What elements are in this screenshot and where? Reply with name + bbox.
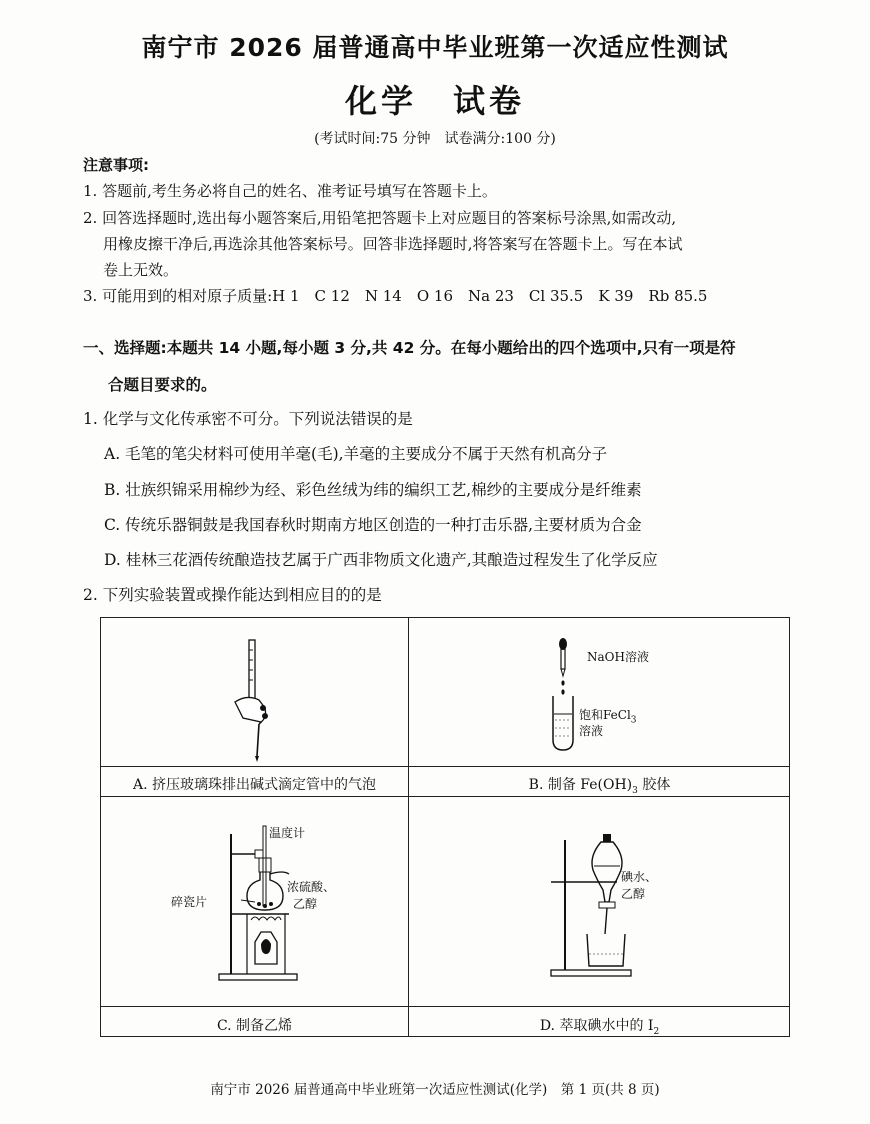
section-heading-cont: 合题目要求的。 — [108, 376, 217, 394]
question-2-stem: 2. 下列实验装置或操作能达到相应目的的是 — [83, 586, 382, 604]
caption-b-tail: 胶体 — [637, 777, 671, 793]
notes-heading: 注意事项: — [83, 156, 149, 174]
question-1-stem: 1. 化学与文化传承密不可分。下列说法错误的是 — [83, 410, 413, 428]
label-fecl3-text: 饱和FeCl — [579, 708, 631, 722]
question-1-option-c: C. 传统乐器铜鼓是我国春秋时期南方地区创造的一种打击乐器,主要材质为合金 — [104, 516, 642, 534]
grid-divider-caption-top — [101, 766, 789, 767]
note-item-2-cont2: 卷上无效。 — [103, 261, 179, 279]
label-thermometer: 温度计 — [269, 826, 306, 840]
paper-label: 试卷 — [453, 82, 526, 120]
caption-c: C. 制备乙烯 — [216, 1018, 293, 1034]
label-naoh-solution: NaOH溶液 — [587, 650, 649, 664]
question-1-option-b: B. 壮族织锦采用棉纱为经、彩色丝绒为纬的编织工艺,棉纱的主要成分是纤维素 — [104, 481, 642, 499]
note-item-1: 1. 答题前,考生务必将自己的姓名、准考证号填写在答题卡上。 — [83, 182, 497, 200]
caption-a: A. 挤压玻璃珠排出碱式滴定管中的气泡 — [132, 777, 376, 793]
grid-divider-vertical — [408, 618, 409, 1036]
label-ethanol: 乙醇 — [293, 897, 318, 911]
question-1-option-a: A. 毛笔的笔尖材料可使用羊毫(毛),羊毫的主要成分不属于天然有机高分子 — [104, 445, 608, 463]
burette-hand-diagram — [221, 638, 291, 763]
subject-name: 化学 — [344, 82, 417, 120]
question-1-option-d: D. 桂林三花酒传统酿造技艺属于广西非物质文化遗产,其酿造过程发生了化学反应 — [104, 551, 658, 569]
caption-d-text: D. 萃取碘水中的 I — [539, 1018, 654, 1034]
label-iodine-water: 碘水、 — [621, 870, 658, 884]
caption-b-text: B. 制备 Fe(OH) — [528, 777, 633, 793]
grid-divider-middle — [101, 796, 789, 797]
label-fecl3-sub: 3 — [630, 715, 637, 726]
caption-b — [408, 774, 791, 796]
note-item-3: 3. 可能用到的相对原子质量:H 1 C 12 N 14 O 16 Na 23 Cl 35.5 K 39 Rb 85.5 — [83, 287, 708, 305]
label-solution: 溶液 — [579, 724, 604, 738]
section-heading: 一、选择题:本题共 14 小题,每小题 3 分,共 42 分。在每小题给出的四个选项中,只有一项是符 — [83, 339, 736, 357]
note-item-2: 2. 回答选择题时,选出每小题答案后,用铅笔把答题卡上对应题目的答案标号涂黑,如需改动, — [83, 209, 677, 227]
caption-d-sub: 2 — [653, 1026, 660, 1037]
separatory-funnel-diagram — [547, 830, 657, 980]
caption-b-sub: 3 — [632, 785, 638, 796]
page-footer: 南宁市 2026 届普通高中毕业班第一次适应性测试(化学) 第 1 页(共 8 页) — [210, 1082, 660, 1098]
colloid-test-tube-diagram — [541, 636, 581, 754]
exam-title: 南宁市 2026 届普通高中毕业班第一次适应性测试 — [141, 33, 729, 62]
label-ethanol-d: 乙醇 — [621, 887, 646, 901]
exam-info: (考试时间:75 分钟 试卷满分:100 分) — [314, 131, 556, 147]
note-item-2-cont: 用橡皮擦干净后,再选涂其他答案标号。回答非选择题时,将答案写在答题卡上。写在本试 — [103, 235, 683, 253]
paper-title — [0, 76, 870, 122]
caption-d — [408, 1015, 791, 1037]
apparatus-grid — [100, 617, 790, 1037]
grid-divider-caption-bottom — [101, 1006, 789, 1007]
label-porcelain-chips: 碎瓷片 — [171, 895, 208, 909]
label-sulfuric-acid: 浓硫酸、 — [287, 880, 336, 894]
